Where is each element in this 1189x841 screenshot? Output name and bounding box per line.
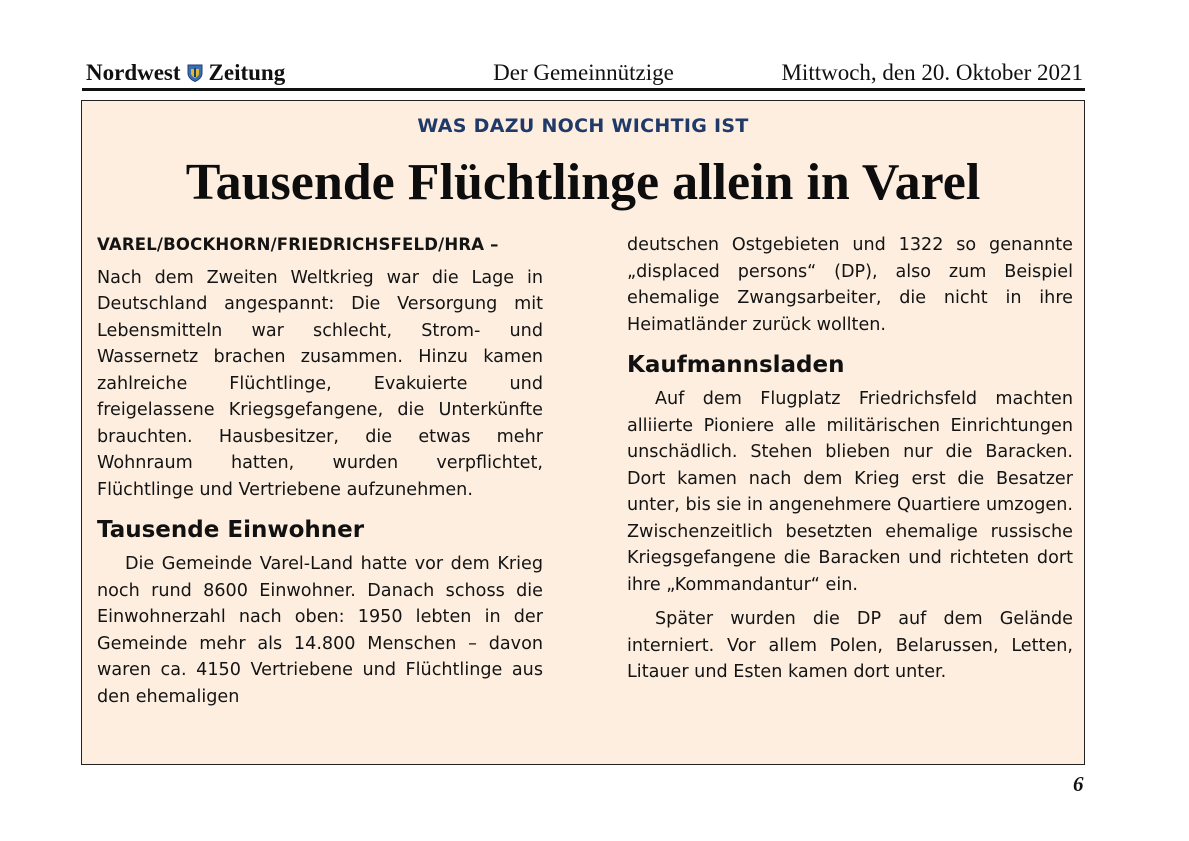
article-box — [81, 100, 1085, 765]
brand-name-right: Zeitung — [208, 60, 286, 85]
section-title: Der Gemeinnützige — [493, 60, 674, 85]
article-paragraph: Später wurden die DP auf dem Gelände interniert. Vor allem Polen, Belarussen, Letten, Litauer und Esten kamen dort unter. — [627, 609, 1073, 682]
article-column-left — [97, 232, 543, 710]
header-rule — [82, 88, 1085, 91]
issue-date: Mittwoch, den 20. Oktober 2021 — [781, 60, 1083, 85]
article-paragraph: Die Gemeinde Varel-Land hatte vor dem Krieg noch rund 8600 Einwohner. Danach schoss die Einwohnerzahl nach oben: 1950 lebten in der Gemeinde mehr als 14.800 Menschen – davon waren ca. 4150 Vertriebene und Flüchtlinge aus den ehemaligen — [97, 554, 543, 707]
article-kicker: WAS DAZU NOCH WICHTIG IST — [417, 115, 749, 137]
article-headline: Tausende Flüchtlinge allein in Varel — [185, 154, 981, 211]
article-paragraph: Nach dem Zweiten Weltkrieg war die Lage in Deutschland angespannt: Die Versorgung mit Lebensmitteln war schlecht, Strom- und Wassernetz brachen zusammen. Hinzu kamen zahlreiche Flüchtlinge, Evakuierte und freigelassene Kriegsgefangene, die Unterkünfte brauchten. Hausbesitzer, die etwas mehr Wohnraum hatten, wurden verpflichtet, Flüchtlinge und Vertriebene aufzunehmen. — [97, 267, 543, 500]
page-number: 6 — [1073, 772, 1084, 796]
article-paragraph: deutschen Ostgebieten und 1322 so genannte „displaced persons“ (DP), also zum Beispiel ehemalige Zwangsarbeiter, die nicht in ihre Heimatländer zurück wollten. — [627, 235, 1073, 335]
article-subhead: Kaufmannsladen — [627, 352, 845, 378]
article-subhead: Tausende Einwohner — [97, 517, 365, 543]
page-header — [82, 56, 1085, 88]
paragraph-spacer — [627, 598, 1073, 606]
article-column-right — [627, 232, 1073, 686]
article-paragraph: Auf dem Flugplatz Friedrichsfeld machten alliierte Pioniere alle militärischen Einrichtungen unschädlich. Stehen blieben nur die Baracken. Dort kamen nach dem Krieg erst die Besatzer unter, bis sie in angenehmere Quartiere umzogen. Zwischenzeitlich besetzten ehemalige russische Kriegsgefangene die Baracken und richteten dort ihre „Kommandantur“ ein. — [627, 389, 1073, 595]
article-dateline: VAREL/BOCKHORN/FRIEDRICHSFELD/HRA – — [97, 235, 499, 254]
brand-name-left: Nordwest — [86, 60, 181, 85]
